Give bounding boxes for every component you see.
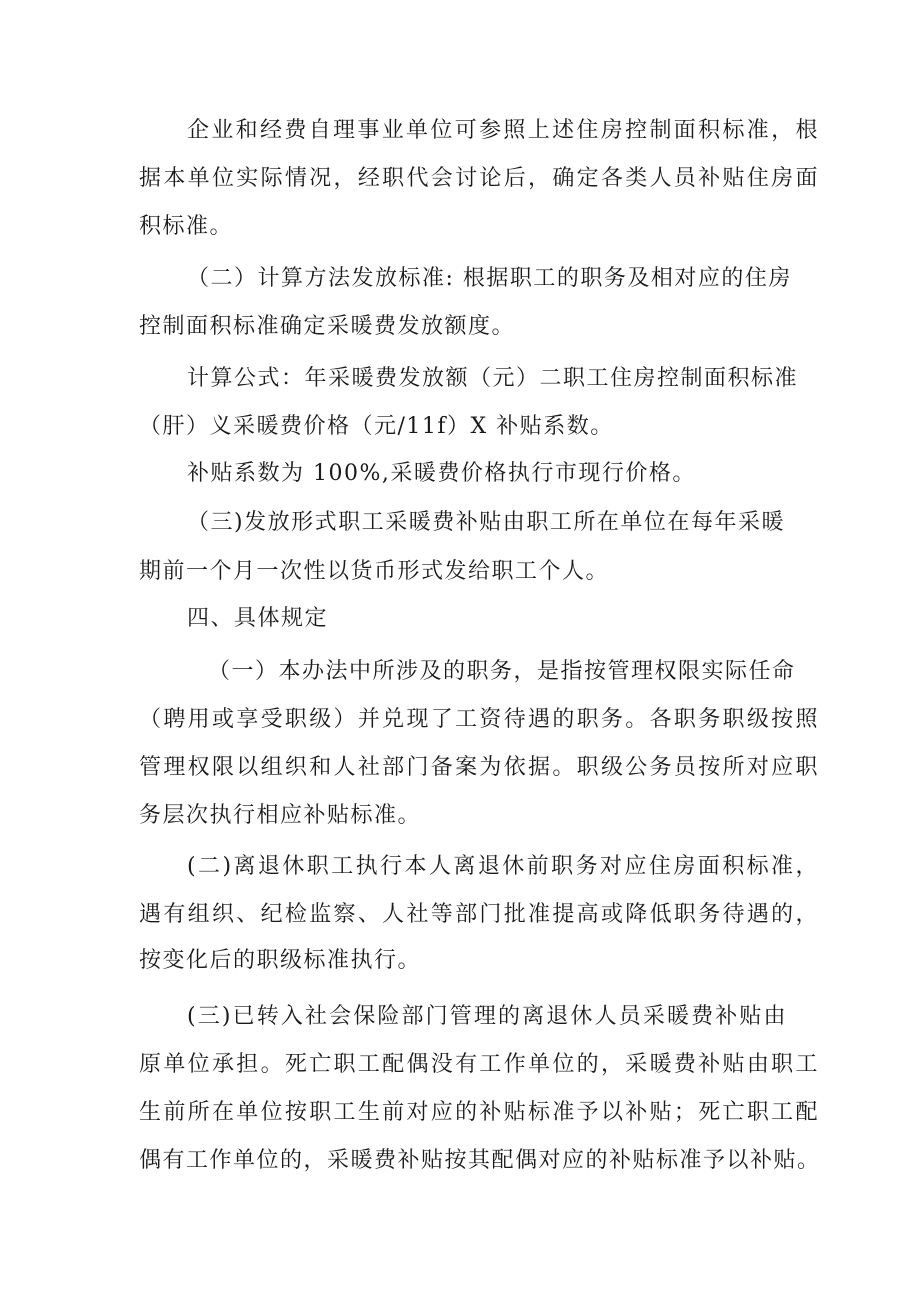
paragraph-line: 企业和经费自理事业单位可参照上述住房控制面积标准，根 [187, 118, 819, 143]
paragraph-line: 生前所在单位按职工生前对应的补贴标准予以补贴；死亡职工配 [139, 1100, 819, 1125]
paragraph-line: （一）本办法中所涉及的职务，是指按管理权限实际任命 [208, 659, 796, 684]
paragraph-line: 原单位承担。死亡职工配偶没有工作单位的，采暖费补贴由职工 [139, 1052, 819, 1077]
paragraph-line: （聘用或享受职级）并兑现了工资待遇的职务。各职务职级按照 [139, 707, 819, 732]
paragraph-line: 计算公式：年采暖费发放额（元）二职工住房控制面积标准 [187, 366, 799, 391]
paragraph-line: 按变化后的职级标准执行。 [139, 948, 422, 973]
paragraph-line: 务层次执行相应补贴标准。 [139, 803, 422, 828]
paragraph-line: 控制面积标准确定采暖费发放额度。 [139, 314, 516, 339]
paragraph-line: (二)离退休职工执行本人离退休前职务对应住房面积标准， [187, 854, 819, 879]
paragraph-line: 补贴系数为 100%,采暖费价格执行市现行价格。 [187, 461, 696, 486]
paragraph-line: （三)发放形式职工采暖费补贴由职工所在单位在每年采暖 [187, 510, 785, 535]
paragraph-line: （肝）义采暖费价格（元/11f）X 补贴系数。 [139, 414, 614, 439]
paragraph-line: 期前一个月一次性以货币形式发给职工个人。 [139, 559, 610, 584]
section-heading: 四、具体规定 [187, 606, 329, 631]
paragraph-line: 据本单位实际情况，经职代会讨论后，确定各类人员补贴住房面 [139, 166, 819, 191]
paragraph-line: 管理权限以组织和人社部门备案为依据。职级公务员按所对应职 [139, 755, 819, 780]
paragraph-line: （二）计算方法发放标准: 根据职工的职务及相对应的住房 [187, 266, 792, 291]
paragraph-line: 偶有工作单位的，采暖费补贴按其配偶对应的补贴标准予以补贴。 [139, 1148, 821, 1173]
paragraph-line: 遇有组织、纪检监察、人社等部门批准提高或降低职务待遇的， [139, 902, 819, 927]
paragraph-line: 积标准。 [139, 214, 234, 239]
paragraph-line: (三)已转入社会保险部门管理的离退休人员采暖费补贴由 [187, 1004, 787, 1029]
